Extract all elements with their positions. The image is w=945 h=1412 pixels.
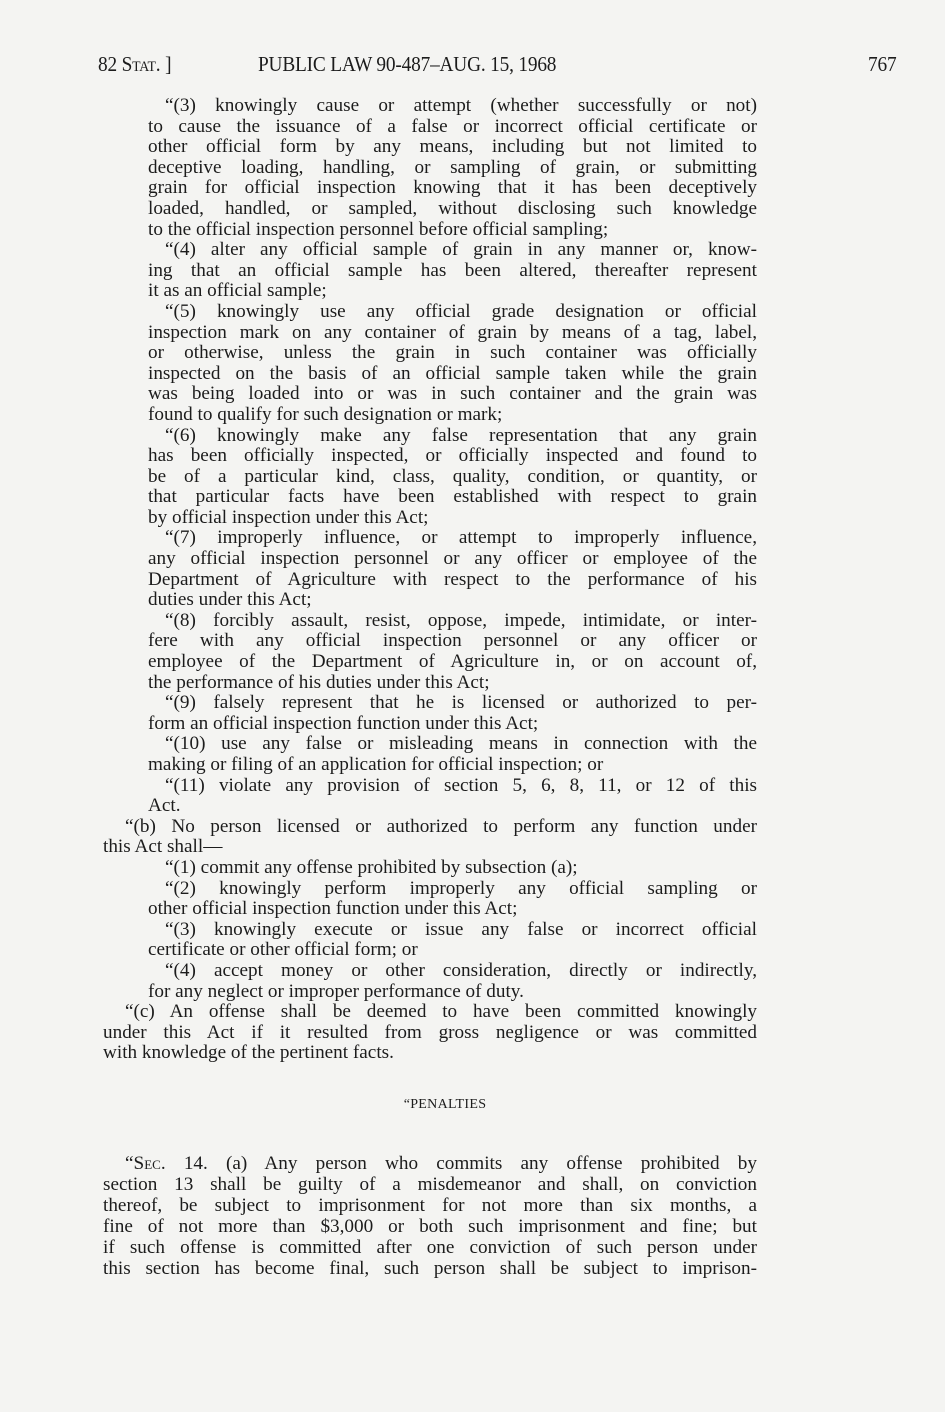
text-line: “(c) An offense shall be deemed to have been committed knowingly [125,1001,757,1023]
text-line: other official form by any means, including but not limited to [148,136,757,158]
text-line: the performance of his duties under this Act; [148,671,490,693]
text-line: found to qualify for such designation or mark; [148,403,503,425]
text-line: it as an official sample; [148,280,327,302]
text-line: inspection mark on any container of grain by means of a tag, label, [148,321,757,343]
text-line: “(3) knowingly cause or attempt (whether successfully or not) [165,95,757,116]
section-13-text [103,96,757,1064]
text-line: other official inspection function under this Act; [148,898,518,920]
text-line: for any neglect or improper performance of duty. [148,980,524,1002]
text-line: fine of not more than $3,000 or both such imprisonment and fine; but [103,1216,757,1237]
section-heading: “PENALTIES [403,1097,487,1112]
paragraph [103,96,757,240]
text-line: loaded, handled, or sampled, without disclosing such knowledge [148,197,757,219]
text-line: to cause the issuance of a false or incorrect official certificate or [148,115,757,137]
document-body [103,95,757,1279]
text-line: section 13 shall be guilty of a misdemeanor and shall, on conviction [103,1174,757,1195]
text-line: that particular facts have been established with respect to grain [148,486,757,508]
text-line: to the official inspection personnel before official sampling; [148,218,609,240]
text-line: this Act shall— [103,836,223,858]
paragraph [103,1002,757,1064]
paragraph [103,879,757,920]
text-line: or otherwise, unless the grain in such container was officially [148,342,757,364]
text-line: “(5) knowingly use any official grade designation or official [165,300,757,322]
paragraph [103,734,757,775]
paragraph [103,961,757,1002]
paragraph [103,302,757,426]
text-line: employee of the Department of Agriculture in, or on account of, [148,651,757,673]
text-line: has been officially inspected, or officially inspected and found to [148,445,757,467]
paragraph [103,528,757,610]
text-line: was being loaded into or was in such container and the grain was [148,383,757,405]
statute-reference: 82 Stat. ] [98,52,172,76]
page-number: 767 [868,52,897,76]
text-line: Act. [148,795,181,817]
text-line: making or filing of an application for official inspection; or [148,754,604,775]
paragraph [103,1153,757,1279]
text-line: any official inspection personnel or any officer or employee of the [148,548,757,570]
sec-abbrev: Sec. [133,1153,166,1174]
text-line: under this Act if it resulted from gross negligence or was committed [103,1021,757,1043]
paragraph [103,858,757,879]
paragraph [103,693,757,734]
paragraph [103,817,757,858]
text-line: certificate or other official form; or [148,939,418,961]
paragraph [103,776,757,817]
text-line: “(7) improperly influence, or attempt to improperly influence, [165,527,757,549]
text-line: by official inspection under this Act; [148,506,429,528]
text-line: “(10) use any false or misleading means in connection with the [165,733,757,755]
paragraph [103,611,757,693]
text-line: if such offense is committed after one conviction of such person under [103,1237,757,1258]
text-line: ing that an official sample has been altered, thereafter represent [148,259,757,281]
text-line: duties under this Act; [148,589,312,611]
text-line: “(4) alter any official sample of grain in any manner or, know- [165,239,757,261]
paragraph [103,920,757,961]
text-line: “(4) accept money or other consideration, directly or indirectly, [165,959,757,981]
text-line: “(3) knowingly execute or issue any false or incorrect official [165,918,757,940]
text-line: Department of Agriculture with respect to the performance of his [148,568,757,590]
running-title: PUBLIC LAW 90-487–AUG. 15, 1968 [258,52,557,76]
text-line: “(1) commit any offense prohibited by subsection (a); [165,856,578,878]
text-line: “Sec. 14. (a) Any person who commits any offense prohibited by [125,1153,757,1174]
text-line: with knowledge of the pertinent facts. [103,1042,394,1064]
text-line: “(6) knowingly make any false representation that any grain [165,424,757,446]
text-line: this section has become final, such person shall be subject to imprison- [103,1258,757,1279]
text-line: fere with any official inspection personnel or any officer or [148,630,757,652]
section-14-text [103,1153,757,1279]
text-line: inspected on the basis of an official sample taken while the grain [148,362,757,384]
text-line: deceptive loading, handling, or sampling of grain, or submitting [148,156,757,178]
text-line: “(2) knowingly perform improperly any official sampling or [165,877,757,899]
text-line: be of a particular kind, class, quality, condition, or quantity, or [148,465,757,487]
text-line: grain for official inspection knowing that it has been deceptively [148,177,757,199]
paragraph [103,240,757,302]
text-line: “(b) No person licensed or authorized to perform any function under [125,815,757,837]
text-line: thereof, be subject to imprisonment for not more than six months, a [103,1195,757,1216]
paragraph [103,426,757,529]
text-line: “(8) forcibly assault, resist, oppose, impede, intimidate, or inter- [165,609,757,631]
text-line: form an official inspection function under this Act; [148,712,539,734]
text-line: “(9) falsely represent that he is licensed or authorized to per- [165,692,757,714]
text-line: “(11) violate any provision of section 5, 6, 8, 11, or 12 of this [165,774,757,796]
